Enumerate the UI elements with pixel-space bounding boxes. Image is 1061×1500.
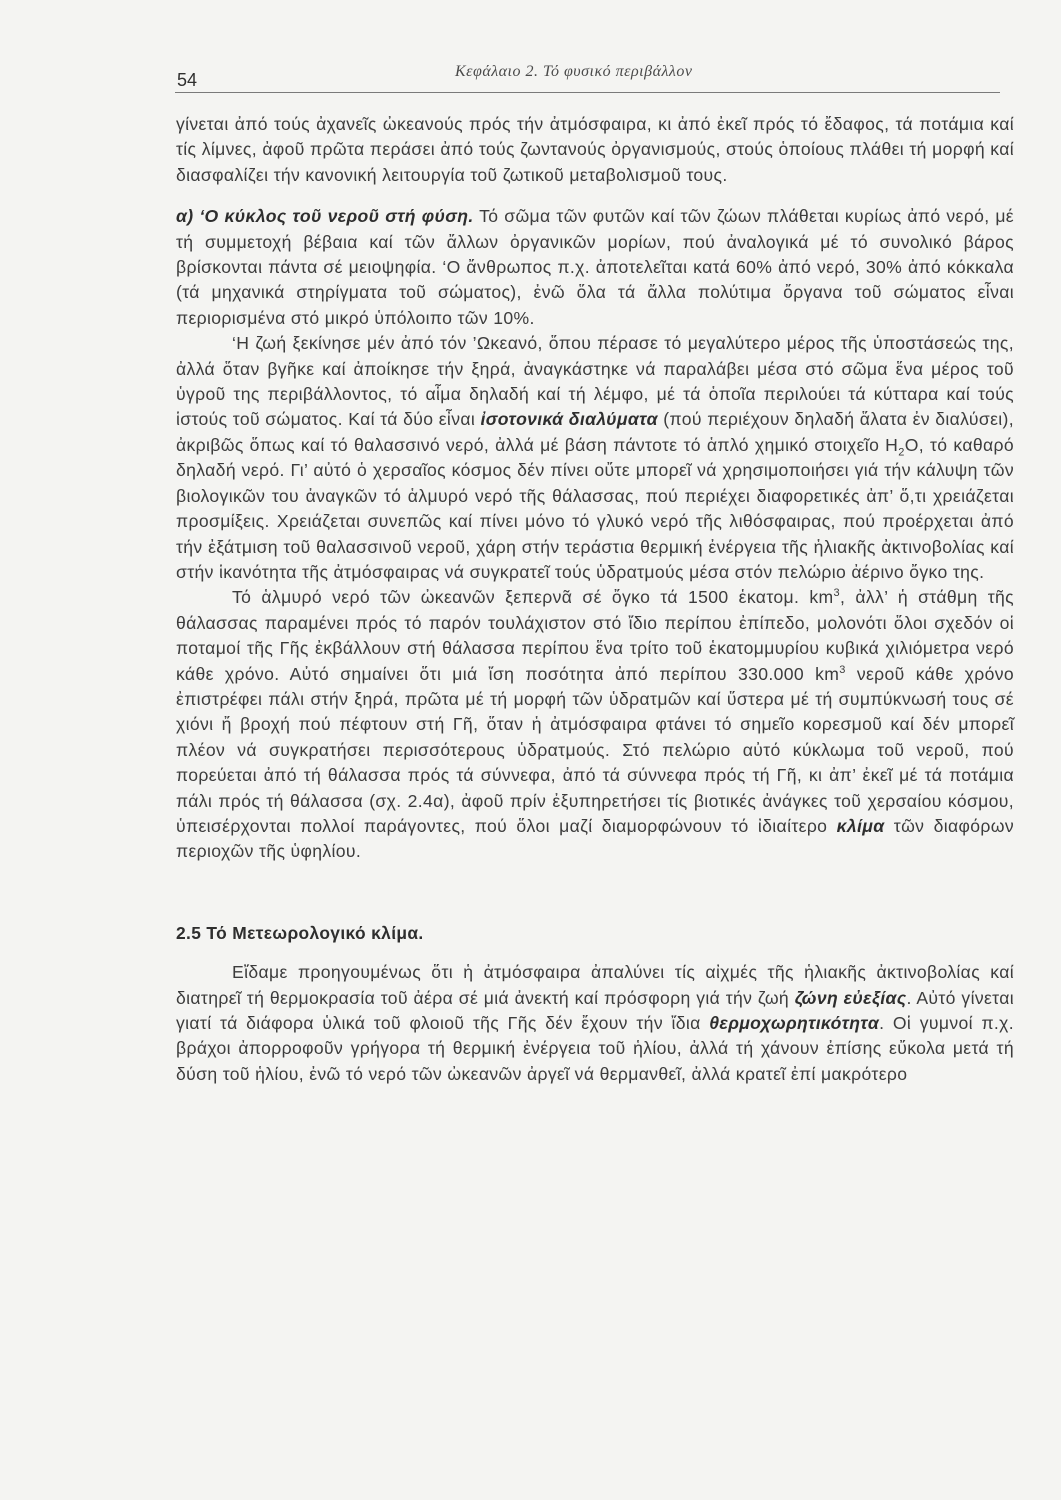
emphasis-wellness-zone: ζώνη εὐεξίας [794, 987, 907, 1008]
section-heading: 2.5 Τό Μετεωρολογικό κλίμα. [176, 922, 424, 943]
page-number: 54 [177, 70, 198, 90]
paragraph-continuation: γίνεται ἀπό τούς ἀχανεῖς ὠκεανούς πρός τήν ἀτμόσφαιρα, κι ἀπό ἐκεῖ πρός τό ἔδαφος, τά ποτάμια καί τίς λίμνες, ἀφοῦ πρῶτα περάσει ἀπό τούς ζωντανούς ὀργανισμούς, στούς ὁποίους πλάθει τή μορφή καί διασφαλίζει τήν κανονική λειτουργία τοῦ ζωτικοῦ μεταβολισμοῦ τους. [176, 114, 1014, 185]
running-head: Κεφάλαιο 2. Τό φυσικό περιβάλλον [455, 63, 693, 80]
emphasis-isotonic: ἰσοτονικά διαλύματα [480, 409, 658, 430]
paragraph-ocean-volume: Τό ἁλμυρό νερό τῶν ὠκεανῶν ξεπερνᾶ σέ ὄγκο τά 1500 ἑκατομ. $km^3$, ἀλλ’ ἡ στάθμη τῆς θάλασσας παραμένει πρός τό παρόν τουλάχιστον στό ἴδιο περίπου ἐπίπεδο, μολονότι ὅλοι σχεδόν οἱ ποταμοί τῆς Γῆς ἐκβάλλουν στή θάλασσα περίπου ἕνα τρίτο τοῦ ἑκατομμυρίου κυβικά χιλιόμετρα νερό κάθε χρόνο. Αὐτό σημαίνει ὅτι μιά ἴση ποσότητα ἀπό περίπου 330.000 $km^3$ νεροῦ κάθε χρόνο ἐπιστρέφει πάλι στήν ξηρά, πρῶτα μέ τή μορφή τῶν ὑδρατμῶν καί ὕστερα μέ τή συμπύκνωσή τους σέ χιόνι ἤ βροχή πού πέφτουν στή Γῆ, ὅταν ἡ ἀτμόσφαιρα φτάνει τό σημεῖο κορεσμοῦ καί δέν μπορεῖ πλέον νά συγκρατήσει περισσότερους ὑδρατμούς. Στό πελώριο αὐτό κύκλωμα τοῦ νεροῦ, πού πορεύεται ἀπό τή θάλασσα πρός τά σύννεφα, ἀπό τά σύννεφα πρός τή Γῆ, κι ἀπ’ ἐκεῖ μέ τά ποτάμια πάλι πρός τή θάλασσα (σχ. 2.4α), ἀφοῦ πρίν ἐξυπηρετήσει τίς βιοτικές ἀνάγκες τοῦ χερσαίου κόσμου, ὑπεισέρχονται πολλοί παράγοντες, πού ὅλοι μαζί διαμορφώνουν τό ἰδιαίτερο κλίμα τῶν διαφόρων περιοχῶν τῆς ὑφηλίου. [176, 587, 1014, 862]
emphasis-heat-capacity: θερμοχωρητικότητα [709, 1013, 880, 1033]
paragraph-meteorological-climate: Εἴδαμε προηγουμένως ὅτι ἡ ἀτμόσφαιρα ἀπαλύνει τίς αἰχμές τῆς ἡλιακῆς ἀκτινοβολίας καί διατηρεῖ τή θερμοκρασία τοῦ ἀέρα σέ μιά ἀνεκτή καί πρόσφορη γιά τήν ζωή ζώνη εὐεξίας. Αὐτό γίνεται γιατί τά διάφορα ὑλικά τοῦ φλοιοῦ τῆς Γῆς δέν ἔχουν τήν ἴδια θερμοχωρητικότητα. Οἱ γυμνοί π.χ. βράχοι ἀπορροφοῦν γρήγορα τή θερμική ἐνέργεια τοῦ ἡλίου, ἀλλά τή χάνουν ἐπίσης εὔκολα μετά τή δύση τοῦ ἡλίου, ἐνῶ τό νερό τῶν ὠκεανῶν ἀργεῖ νά θερμανθεῖ, ἀλλά κρατεῖ ἐπί μακρότερο [176, 962, 1014, 1084]
paragraph-life-origin: ‘Η ζωή ξεκίνησε μέν ἀπό τόν ’Ωκεανό, ὅπου πέρασε τό μεγαλύτερο μέρος τῆς ὑποστάσεώς της, ἀλλά ὅταν βγῆκε καί ἀποίκησε τήν ξηρά, ἀναγκάστηκε νά παραλάβει μέσα στό σῶμα ἕνα μέρος τοῦ ὑγροῦ της περιβάλλοντος, τό αἷμα δηλαδή καί τή λέμφο, μέ τά ὁποῖα περιλούει τά κύτταρα καί τούς ἱστούς τοῦ σώματος. Καί τά δύο εἶναι ἰσοτονικά διαλύματα (πού περιέχουν δηλαδή ἅλατα ἐν διαλύσει), ἀκριβῶς ὅπως καί τό θαλασσινό νερό, ἀλλά μέ βάση πάντοτε τό ἁπλό χημικό στοιχεῖο $H_2O$, τό καθαρό δηλαδή νερό. Γι’ αὐτό ὁ χερσαῖος κόσμος δέν πίνει οὔτε μπορεῖ νά χρησιμοποιήσει γιά τήν κάλυψη τῶν βιολογικῶν του ἀναγκῶν τό ἁλμυρό νερό τῆς θάλασσας, πού περιέχει διαφορετικές ἀπ’ ὅ,τι χρειάζεται προσμίξεις. Χρειάζεται συνεπῶς καί πίνει μόνο τό γλυκό νερό τῆς λιθόσφαιρας, πού προέρχεται ἀπό τήν ἐξάτμιση τοῦ θαλασσινοῦ νεροῦ, χάρη στήν τεράστια θερμική ἐνέργεια τῆς ἡλιακῆς ἀκτινοβολίας καί στήν ἱκανότητα τῆς ἀτμόσφαιρας νά συγκρατεῖ τούς ὑδρατμούς μέσα στόν πελώριο ἀέρινο ὄγκο της. [176, 333, 1014, 582]
paragraph-water-cycle: α) ‘Ο κύκλος τοῦ νεροῦ στή φύση. Τό σῶμα τῶν φυτῶν καί τῶν ζώων πλάθεται κυρίως ἀπό νερό, μέ τή συμμετοχή βέβαια καί τῶν ἄλλων ὀργανικῶν μορίων, πού ἀναλογικά μέ τό συνολικό βάρος βρίσκονται πάντα σέ μειοψηφία. ‘Ο ἄνθρωπος π.χ. ἀποτελεῖται κατά 60% ἀπό νερό, 30% ἀπό κόκκαλα (τά μηχανικά στηρίγματα τοῦ σώματος), ἐνῶ ὅλα τά ἄλλα πολύτιμα ὄργανα τοῦ σώματος εἶναι περιορισμένα στό μικρό ὑπόλοιπο τῶν 10%. [176, 206, 1014, 328]
emphasis-climate: κλίμα [836, 815, 885, 836]
subsection-runin-heading: α) ‘Ο κύκλος τοῦ νεροῦ στή φύση. [176, 206, 474, 227]
header-rule [175, 92, 1000, 93]
body-text [176, 112, 1014, 1087]
